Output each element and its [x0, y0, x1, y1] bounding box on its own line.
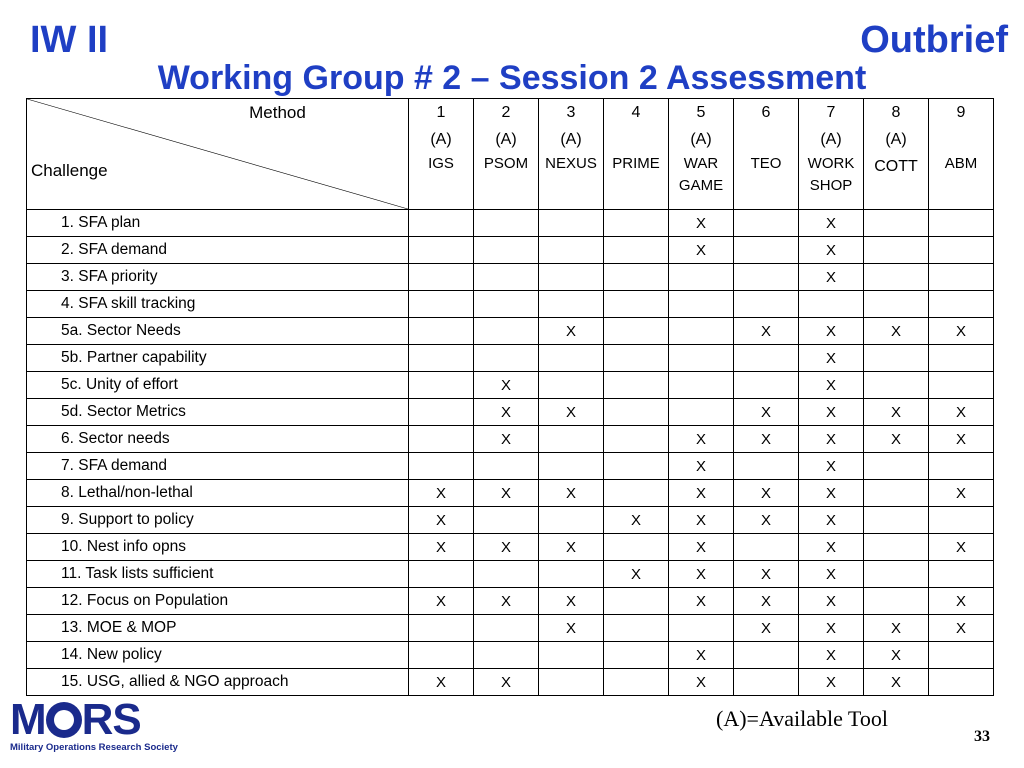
method-cell: X: [799, 372, 864, 399]
table-row: [27, 264, 994, 291]
table-row: [27, 426, 994, 453]
page-number: 33: [974, 728, 990, 745]
column-name1: PRIME: [612, 155, 660, 172]
table-row: [27, 372, 994, 399]
method-cell: [409, 237, 474, 264]
method-cell: [864, 588, 929, 615]
method-cell: [604, 642, 669, 669]
method-cell: [474, 345, 539, 372]
method-cell: [604, 669, 669, 696]
method-cell: [409, 453, 474, 480]
column-name2: SHOP: [809, 177, 853, 194]
method-cell: X: [474, 426, 539, 453]
method-cell: [474, 642, 539, 669]
challenge-label: 3. SFA priority: [27, 264, 409, 291]
table-row: [27, 345, 994, 372]
method-cell: [604, 453, 669, 480]
method-cell: [604, 615, 669, 642]
column-num: 5: [696, 104, 706, 121]
method-cell: [539, 264, 604, 291]
column-header-3: [539, 99, 604, 210]
method-cell: [669, 372, 734, 399]
table-row: [27, 534, 994, 561]
challenge-label: 5c. Unity of effort: [27, 372, 409, 399]
available-tool-footnote: (A)=Available Tool: [716, 706, 888, 731]
method-cell: X: [864, 318, 929, 345]
method-cell: X: [864, 669, 929, 696]
table-row: [27, 615, 994, 642]
challenge-label: 4. SFA skill tracking: [27, 291, 409, 318]
method-cell: X: [734, 615, 799, 642]
table-row: [27, 480, 994, 507]
method-cell: [409, 399, 474, 426]
method-cell: X: [669, 507, 734, 534]
method-cell: [409, 615, 474, 642]
column-num: 8: [891, 104, 901, 121]
method-cell: X: [669, 561, 734, 588]
table-row: [27, 507, 994, 534]
column-header-5: [669, 99, 734, 210]
column-avail: (A): [885, 131, 907, 148]
logo-letters: M RS: [10, 695, 141, 744]
method-cell: [604, 534, 669, 561]
method-cell: X: [799, 561, 864, 588]
challenge-label: 1. SFA plan: [27, 210, 409, 237]
method-cell: [929, 561, 994, 588]
method-cell: X: [474, 399, 539, 426]
method-cell: [409, 642, 474, 669]
method-cell: [539, 507, 604, 534]
method-cell: [864, 534, 929, 561]
slide-subtitle: Working Group # 2 – Session 2 Assessment: [157, 59, 867, 97]
method-cell: [669, 615, 734, 642]
method-cell: X: [799, 264, 864, 291]
method-cell: X: [799, 426, 864, 453]
method-cell: X: [734, 561, 799, 588]
method-cell: [864, 345, 929, 372]
table-row: [27, 291, 994, 318]
method-cell: X: [734, 426, 799, 453]
method-cell: X: [799, 318, 864, 345]
method-cell: X: [734, 588, 799, 615]
method-cell: [409, 561, 474, 588]
column-num: 7: [826, 104, 836, 121]
method-cell: [409, 264, 474, 291]
method-cell: [669, 291, 734, 318]
column-header-8: [864, 99, 929, 210]
table-row: [27, 210, 994, 237]
method-cell: X: [734, 399, 799, 426]
method-cell: [539, 345, 604, 372]
challenge-label: 7. SFA demand: [27, 453, 409, 480]
method-cell: [864, 561, 929, 588]
method-cell: X: [539, 615, 604, 642]
method-cell: X: [409, 588, 474, 615]
method-cell: X: [929, 399, 994, 426]
method-cell: [734, 534, 799, 561]
column-header-4: [604, 99, 669, 210]
column-num: 4: [631, 104, 641, 121]
column-name1: WAR: [683, 155, 719, 172]
method-cell: X: [474, 480, 539, 507]
method-cell: [669, 345, 734, 372]
column-header-7: [799, 99, 864, 210]
column-name1: NEXUS: [545, 155, 597, 172]
method-cell: X: [604, 561, 669, 588]
column-header-9: [929, 99, 994, 210]
method-cell: [604, 588, 669, 615]
logo-subtitle: Military Operations Research Society: [10, 742, 178, 753]
method-cell: [734, 291, 799, 318]
challenge-label: 13. MOE & MOP: [27, 615, 409, 642]
method-cell: [474, 237, 539, 264]
table-row: [27, 237, 994, 264]
method-cell: [474, 507, 539, 534]
table-header-row: [27, 99, 994, 210]
method-cell: X: [864, 642, 929, 669]
method-cell: X: [409, 507, 474, 534]
method-cell: [539, 642, 604, 669]
method-cell: [539, 372, 604, 399]
method-cell: X: [669, 210, 734, 237]
method-cell: [539, 426, 604, 453]
method-cell: X: [669, 669, 734, 696]
table-row: [27, 453, 994, 480]
method-cell: X: [474, 588, 539, 615]
method-cell: X: [799, 345, 864, 372]
method-cell: [929, 507, 994, 534]
method-cell: X: [929, 534, 994, 561]
method-cell: [604, 480, 669, 507]
table-row: [27, 561, 994, 588]
method-cell: X: [474, 372, 539, 399]
method-cell: [929, 669, 994, 696]
column-name1: WORK: [807, 155, 855, 172]
method-cell: X: [799, 480, 864, 507]
method-cell: [604, 237, 669, 264]
method-cell: X: [929, 318, 994, 345]
column-num: 6: [761, 104, 771, 121]
column-avail: [764, 126, 768, 153]
challenge-label: 5a. Sector Needs: [27, 318, 409, 345]
method-cell: [929, 345, 994, 372]
method-cell: [604, 345, 669, 372]
method-cell: [864, 507, 929, 534]
method-cell: X: [799, 453, 864, 480]
method-cell: [604, 210, 669, 237]
challenge-label: 12. Focus on Population: [27, 588, 409, 615]
method-cell: X: [409, 534, 474, 561]
challenge-label: 6. Sector needs: [27, 426, 409, 453]
method-cell: [474, 453, 539, 480]
column-header-6: [734, 99, 799, 210]
column-name1: PSOM: [483, 155, 529, 172]
corner-cell: [27, 99, 409, 210]
method-cell: X: [669, 426, 734, 453]
method-cell: X: [669, 237, 734, 264]
slide-title-right: Outbrief: [860, 19, 1008, 61]
table-row: [27, 588, 994, 615]
globe-icon: [46, 702, 82, 738]
method-cell: [604, 291, 669, 318]
method-cell: [734, 453, 799, 480]
slide-title-left: IW II: [30, 19, 109, 61]
challenge-label: 14. New policy: [27, 642, 409, 669]
method-cell: X: [474, 669, 539, 696]
method-cell: X: [799, 534, 864, 561]
method-cell: [604, 372, 669, 399]
method-cell: [929, 264, 994, 291]
column-name2: GAME: [678, 177, 724, 194]
column-name1: IGS: [428, 155, 454, 172]
method-cell: [474, 615, 539, 642]
method-cell: X: [799, 210, 864, 237]
method-cell: [864, 453, 929, 480]
challenge-label: 5b. Partner capability: [27, 345, 409, 372]
method-cell: [604, 426, 669, 453]
column-header-2: [474, 99, 539, 210]
method-cell: [864, 210, 929, 237]
method-cell: X: [929, 480, 994, 507]
method-cell: [539, 291, 604, 318]
method-cell: X: [799, 669, 864, 696]
column-num: 9: [956, 104, 966, 121]
table-row: [27, 399, 994, 426]
column-avail: (A): [820, 131, 842, 148]
method-cell: [409, 291, 474, 318]
method-cell: [864, 480, 929, 507]
column-avail: (A): [690, 131, 712, 148]
method-cell: [539, 210, 604, 237]
method-cell: X: [929, 588, 994, 615]
method-cell: [734, 237, 799, 264]
column-avail: (A): [560, 131, 582, 148]
method-cell: X: [409, 480, 474, 507]
method-cell: [864, 372, 929, 399]
method-cell: [474, 291, 539, 318]
challenge-label: 5d. Sector Metrics: [27, 399, 409, 426]
method-cell: X: [734, 318, 799, 345]
method-cell: [539, 561, 604, 588]
method-cell: X: [929, 615, 994, 642]
challenge-label: 10. Nest info opns: [27, 534, 409, 561]
challenge-label: 9. Support to policy: [27, 507, 409, 534]
corner-challenge-label: Challenge: [31, 161, 108, 180]
method-cell: [474, 264, 539, 291]
method-cell: [539, 453, 604, 480]
method-cell: [864, 291, 929, 318]
method-cell: [799, 291, 864, 318]
method-cell: [409, 426, 474, 453]
method-cell: X: [669, 480, 734, 507]
column-avail: [634, 126, 638, 153]
method-cell: X: [864, 615, 929, 642]
method-cell: X: [734, 480, 799, 507]
column-avail: [959, 126, 963, 153]
method-cell: [929, 237, 994, 264]
method-cell: X: [539, 399, 604, 426]
column-num: 3: [566, 104, 576, 121]
method-cell: [734, 372, 799, 399]
method-cell: X: [929, 426, 994, 453]
assessment-table: [26, 98, 994, 696]
column-avail: (A): [495, 131, 517, 148]
table-row: [27, 669, 994, 696]
method-cell: [734, 264, 799, 291]
column-name1: ABM: [944, 155, 978, 172]
challenge-label: 8. Lethal/non-lethal: [27, 480, 409, 507]
method-cell: X: [539, 534, 604, 561]
method-cell: X: [864, 399, 929, 426]
method-cell: [929, 372, 994, 399]
method-cell: X: [799, 507, 864, 534]
method-cell: [864, 237, 929, 264]
method-cell: X: [669, 534, 734, 561]
challenge-label: 11. Task lists sufficient: [27, 561, 409, 588]
method-cell: X: [864, 426, 929, 453]
method-cell: [734, 345, 799, 372]
method-cell: [409, 345, 474, 372]
method-cell: [929, 453, 994, 480]
column-header-1: [409, 99, 474, 210]
method-cell: [864, 264, 929, 291]
method-cell: X: [539, 318, 604, 345]
method-cell: X: [604, 507, 669, 534]
method-cell: X: [799, 588, 864, 615]
challenge-label: 15. USG, allied & NGO approach: [27, 669, 409, 696]
table-row: [27, 642, 994, 669]
method-cell: [474, 561, 539, 588]
method-cell: [474, 210, 539, 237]
method-cell: [669, 264, 734, 291]
method-cell: X: [474, 534, 539, 561]
method-cell: [409, 210, 474, 237]
column-name1: TEO: [750, 155, 782, 172]
method-cell: [539, 669, 604, 696]
method-cell: [604, 399, 669, 426]
method-cell: [604, 318, 669, 345]
method-cell: X: [669, 453, 734, 480]
method-cell: [734, 642, 799, 669]
column-num: 1: [436, 104, 446, 121]
method-cell: [474, 318, 539, 345]
method-cell: X: [799, 615, 864, 642]
method-cell: X: [409, 669, 474, 696]
column-num: 2: [501, 104, 511, 121]
method-cell: [669, 399, 734, 426]
challenge-label: 2. SFA demand: [27, 237, 409, 264]
method-cell: [929, 210, 994, 237]
method-cell: [409, 318, 474, 345]
method-cell: [604, 264, 669, 291]
method-cell: [929, 291, 994, 318]
method-cell: [669, 318, 734, 345]
method-cell: X: [734, 507, 799, 534]
corner-method-label: Method: [249, 103, 306, 122]
method-cell: X: [669, 588, 734, 615]
method-cell: X: [669, 642, 734, 669]
method-cell: [929, 642, 994, 669]
method-cell: X: [539, 588, 604, 615]
table-row: [27, 318, 994, 345]
method-cell: X: [799, 399, 864, 426]
column-name1: COTT: [874, 158, 918, 175]
method-cell: [734, 210, 799, 237]
method-cell: X: [539, 480, 604, 507]
method-cell: [409, 372, 474, 399]
mors-logo: [10, 695, 182, 756]
method-cell: [539, 237, 604, 264]
method-cell: X: [799, 642, 864, 669]
method-cell: X: [799, 237, 864, 264]
column-avail: (A): [430, 131, 452, 148]
method-cell: [734, 669, 799, 696]
